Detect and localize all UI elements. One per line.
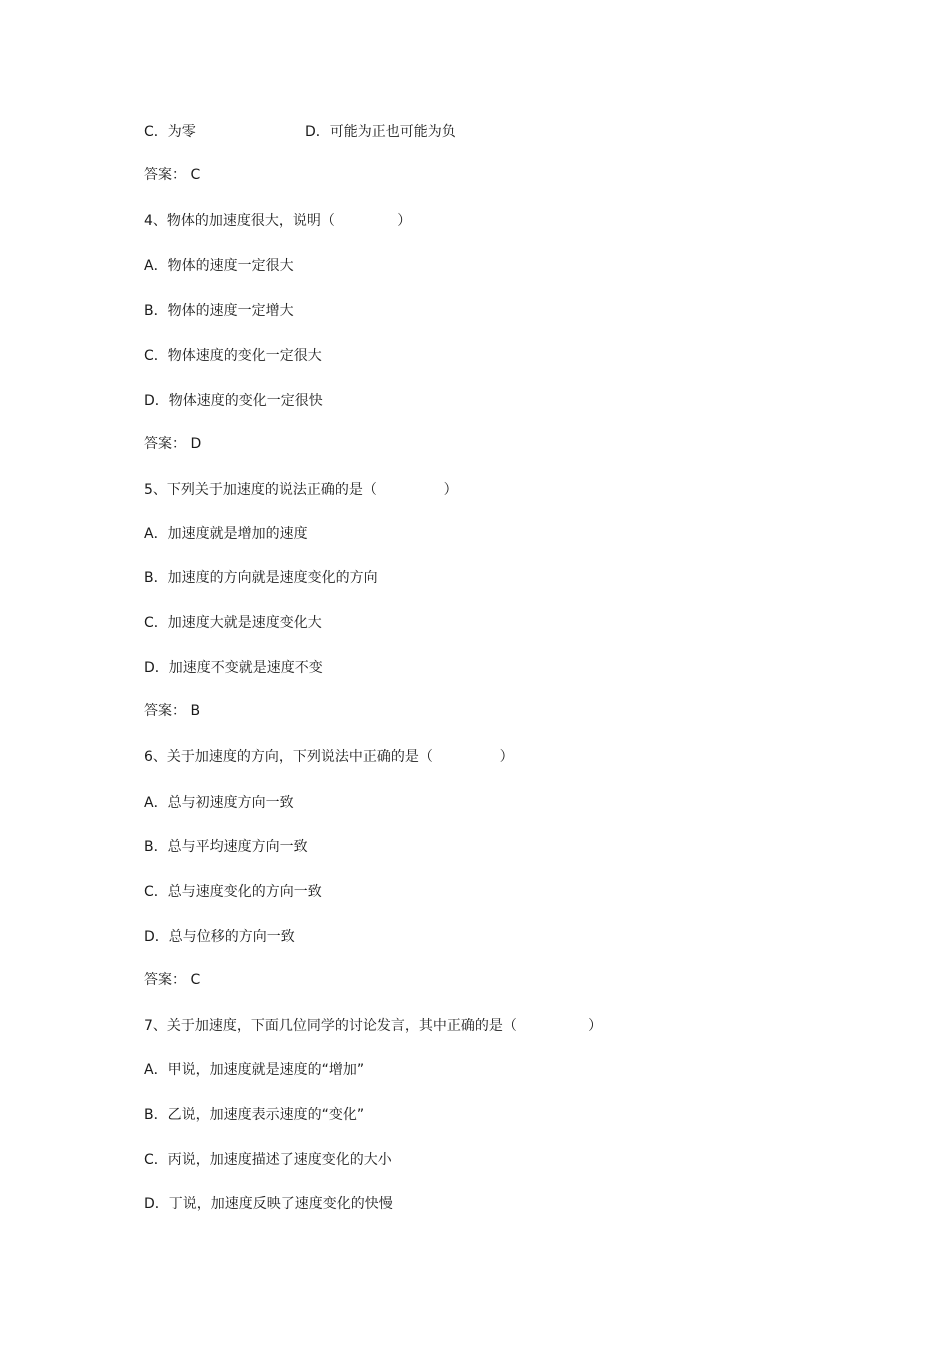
q6-option-a: A．总与初速度方向一致	[144, 795, 294, 811]
q7-stem: 7、关于加速度，下面几位同学的讨论发言，其中正确的是（ ）	[144, 1018, 603, 1034]
q4-stem: 4、物体的加速度很大，说明（ ）	[144, 213, 412, 229]
q7-option-c: C．丙说，加速度描述了速度变化的大小	[144, 1152, 392, 1168]
q3-option-c: C．为零	[144, 124, 196, 140]
q6-option-d: D．总与位移的方向一致	[144, 929, 295, 945]
q5-stem: 5、下列关于加速度的说法正确的是（ ）	[144, 482, 458, 498]
q4-option-b: B．物体的速度一定增大	[144, 303, 294, 319]
q7-option-b: B．乙说，加速度表示速度的“变化”	[144, 1107, 365, 1123]
q5-answer: 答案： B	[144, 703, 201, 719]
q7-option-a: A．甲说，加速度就是速度的“增加”	[144, 1062, 365, 1078]
q6-stem: 6、关于加速度的方向，下列说法中正确的是（ ）	[144, 749, 514, 765]
q4-option-d: D．物体速度的变化一定很快	[144, 393, 323, 409]
q5-option-a: A．加速度就是增加的速度	[144, 526, 308, 542]
q4-answer: 答案： D	[144, 436, 202, 452]
q5-option-d: D．加速度不变就是速度不变	[144, 660, 323, 676]
q6-option-c: C．总与速度变化的方向一致	[144, 884, 322, 900]
q6-answer: 答案： C	[144, 972, 201, 988]
q7-option-d: D．丁说，加速度反映了速度变化的快慢	[144, 1196, 393, 1212]
q4-option-a: A．物体的速度一定很大	[144, 258, 294, 274]
q3-option-d: D．可能为正也可能为负	[305, 124, 456, 140]
q5-option-b: B．加速度的方向就是速度变化的方向	[144, 570, 378, 586]
q4-option-c: C．物体速度的变化一定很大	[144, 348, 322, 364]
q6-option-b: B．总与平均速度方向一致	[144, 839, 308, 855]
q5-option-c: C．加速度大就是速度变化大	[144, 615, 322, 631]
q3-answer: 答案： C	[144, 167, 201, 183]
